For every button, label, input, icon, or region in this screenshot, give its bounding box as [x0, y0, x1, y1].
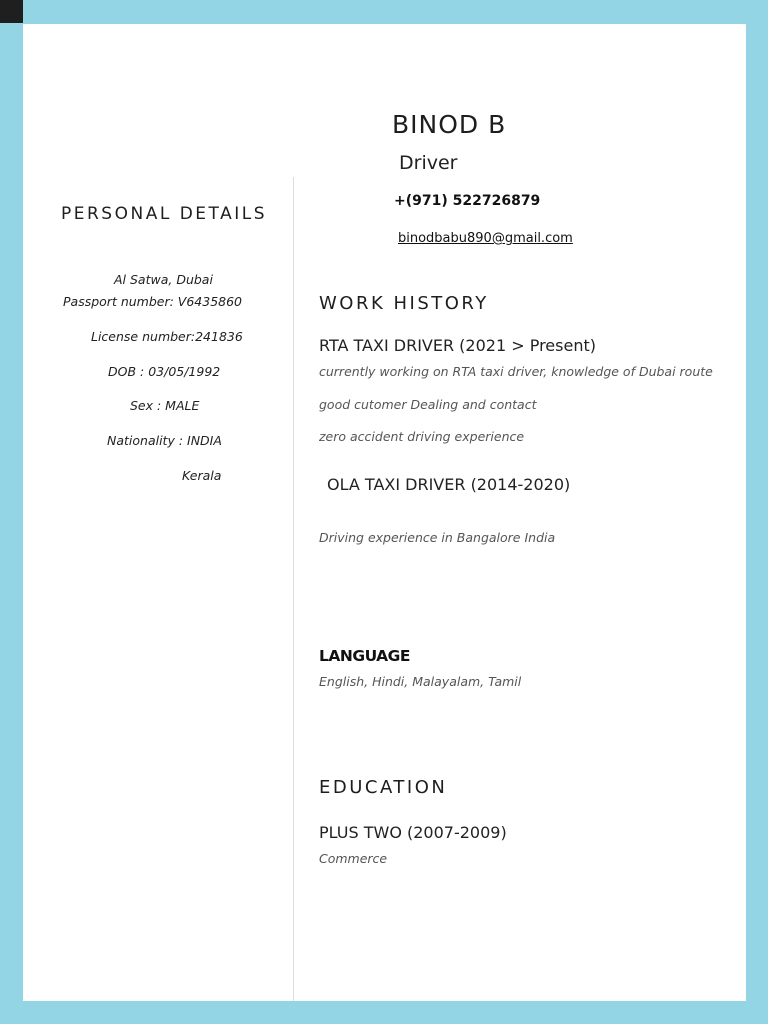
work-history-heading: WORK HISTORY	[319, 293, 489, 314]
job-detail: Driving experience in Bangalore India	[319, 530, 556, 545]
job-detail: zero accident driving experience	[319, 429, 525, 444]
language-heading: LANGUAGE	[319, 647, 410, 665]
sex: Sex : MALE	[130, 398, 200, 413]
email-link[interactable]: binodbabu890@gmail.com	[398, 231, 573, 246]
date-of-birth: DOB : 03/05/1992	[108, 364, 221, 379]
education-detail: Commerce	[319, 851, 388, 866]
address: Al Satwa, Dubai	[114, 272, 213, 287]
column-divider	[293, 177, 294, 1001]
candidate-title: Driver	[399, 152, 458, 174]
corner-mark	[0, 0, 23, 23]
candidate-name: BINOD B	[392, 110, 507, 139]
personal-details-heading: PERSONAL DETAILS	[61, 204, 267, 224]
license-number: License number:241836	[91, 329, 243, 344]
language-list: English, Hindi, Malayalam, Tamil	[319, 674, 522, 689]
state: Kerala	[182, 468, 222, 483]
education-heading-entry: PLUS TWO (2007-2009)	[319, 823, 507, 842]
job-detail: currently working on RTA taxi driver, knowledge of Dubai route	[319, 364, 713, 379]
resume-page	[23, 24, 746, 1001]
education-heading: EDUCATION	[319, 777, 448, 798]
job-heading: OLA TAXI DRIVER (2014-2020)	[327, 475, 571, 494]
nationality: Nationality : INDIA	[107, 433, 222, 448]
job-heading: RTA TAXI DRIVER (2021 > Present)	[319, 336, 596, 355]
job-detail: good cutomer Dealing and contact	[319, 397, 537, 412]
passport-number: Passport number: V6435860	[63, 294, 243, 309]
phone-number: +(971) 522726879	[394, 193, 541, 209]
